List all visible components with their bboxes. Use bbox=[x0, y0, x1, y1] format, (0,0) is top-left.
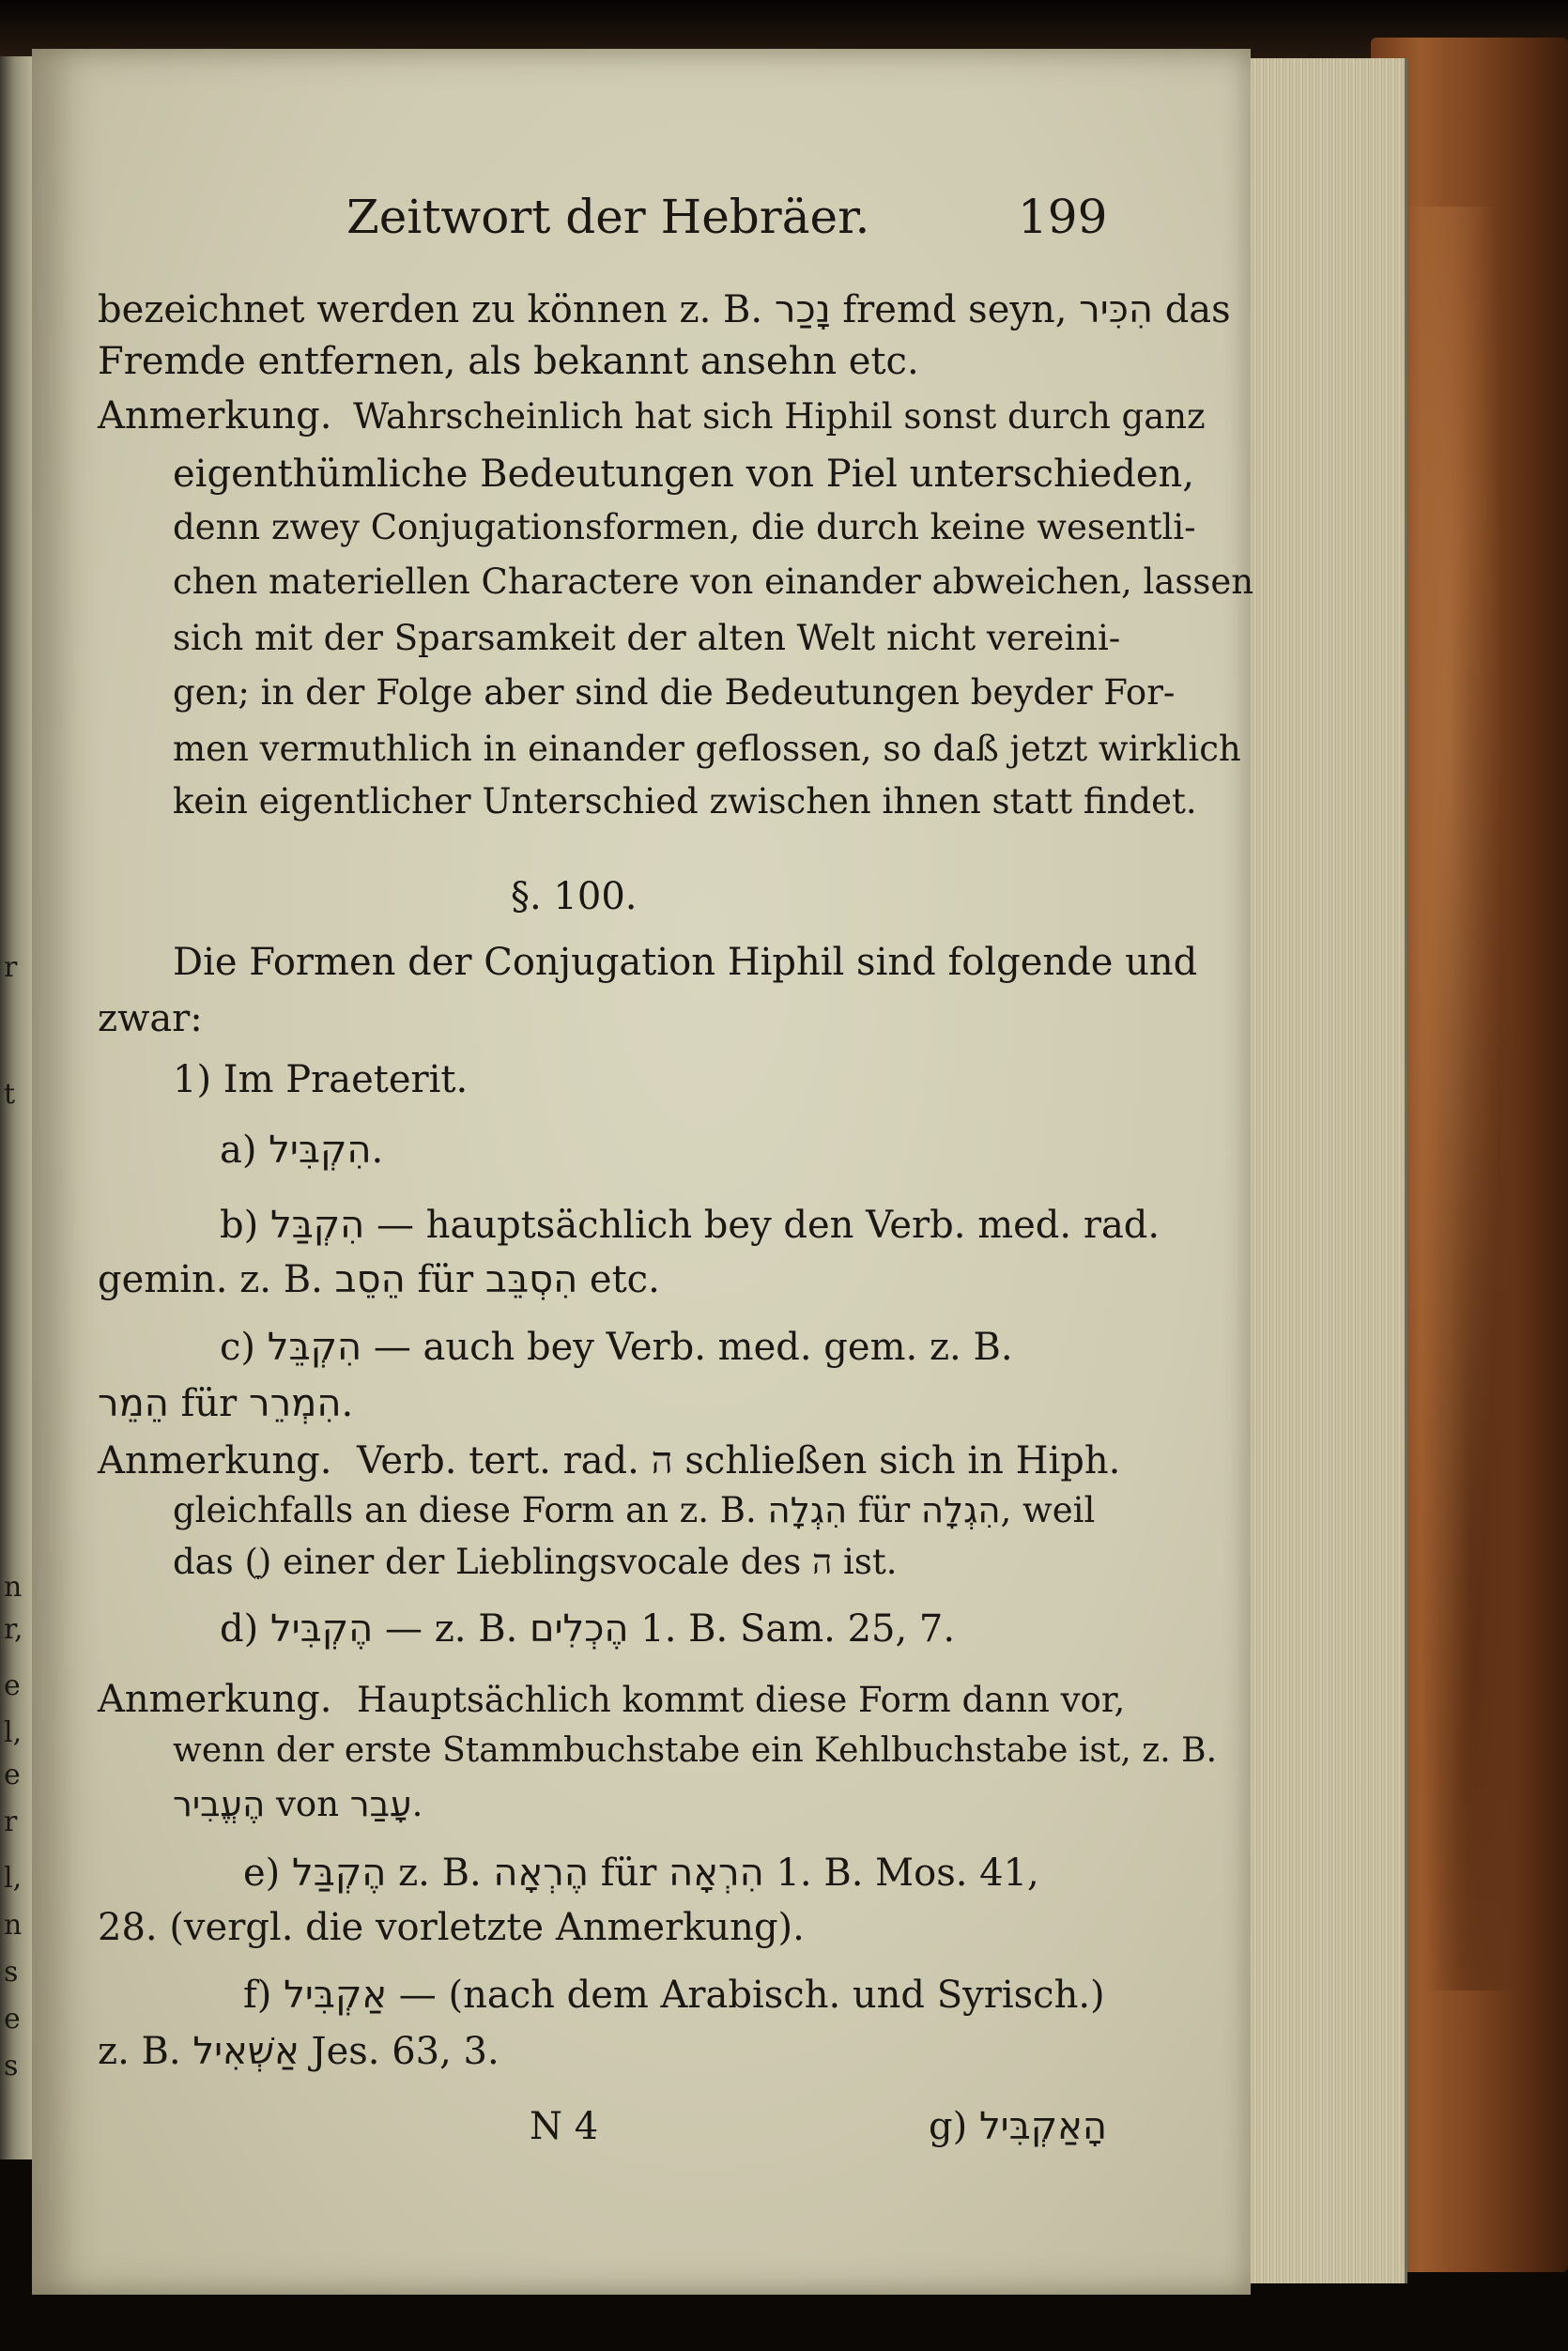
text-line: kein eigentlicher Unterschied zwischen ihnen statt findet. bbox=[173, 781, 1197, 822]
margin-fragment: l, bbox=[4, 1716, 23, 1749]
form-f: f) אַקְבִּיל — (nach dem Arabisch. und Syrisch.) bbox=[243, 1974, 1105, 2017]
form-e: e) הֶקְבַּל z. B. הֶרְאָה für הִרְאָה 1. B. Mos. 41, bbox=[243, 1852, 1039, 1895]
text-line: Anmerkung. Wahrscheinlich hat sich Hiphil sonst durch ganz bbox=[98, 394, 1206, 438]
text-line: sich mit der Sparsamkeit der alten Welt nicht vereini- bbox=[173, 618, 1121, 658]
text-line: Fremde entfernen, als bekannt ansehn etc. bbox=[98, 340, 919, 383]
margin-fragment: s bbox=[4, 2050, 19, 2082]
text-line: z. B. אַשְׁאִיל Jes. 63, 3. bbox=[98, 2030, 500, 2073]
text-line: gemin. z. B. הֵסֵב für הִסְבֵּב etc. bbox=[98, 1258, 660, 1301]
text-line: הֵמֵר für הִמְרֵר. bbox=[98, 1382, 354, 1425]
text-line: denn zwey Conjugationsformen, die durch keine wesentli- bbox=[173, 507, 1196, 547]
text-line: zwar: bbox=[98, 997, 203, 1040]
facing-page-edge bbox=[0, 56, 32, 2159]
page-number: 199 bbox=[1018, 190, 1108, 244]
running-title: Zeitwort der Hebräer. bbox=[346, 190, 870, 244]
text-line: gen; in der Folge aber sind die Bedeutungen beyder For- bbox=[173, 672, 1176, 713]
margin-fragment: n bbox=[4, 1571, 23, 1604]
page-edges bbox=[1237, 58, 1407, 2283]
text-line: הֶעֱבִיר von עָבַר. bbox=[173, 1784, 423, 1824]
note-label: Anmerkung. bbox=[98, 1439, 332, 1483]
form-a: a) הִקְבִּיל. bbox=[220, 1129, 384, 1172]
margin-fragment: r, bbox=[4, 1613, 23, 1646]
margin-fragment: t bbox=[4, 1078, 16, 1111]
text-line: eigenthümliche Bedeutungen von Piel unterschieden, bbox=[173, 453, 1194, 496]
margin-fragment: e bbox=[4, 1759, 21, 1791]
text-line: Die Formen der Conjugation Hiphil sind folgende und bbox=[173, 941, 1198, 984]
text-line: chen materiellen Charactere von einander abweichen, lassen bbox=[173, 561, 1254, 602]
margin-fragment: s bbox=[4, 1956, 19, 1989]
note-label: Anmerkung. bbox=[98, 1678, 332, 1721]
margin-fragment: e bbox=[4, 2003, 21, 2036]
book-page bbox=[32, 49, 1254, 2295]
text-line: wenn der erste Stammbuchstabe ein Kehlbuchstabe ist, z. B. bbox=[173, 1731, 1218, 1770]
text-line: Anmerkung. Hauptsächlich kommt diese Form dann vor, bbox=[98, 1678, 1126, 1721]
catchword: g) הָאַקְבִּיל bbox=[929, 2105, 1107, 2148]
signature-mark: N 4 bbox=[530, 2105, 599, 2148]
margin-fragment: l, bbox=[4, 1862, 23, 1895]
margin-fragment: n bbox=[4, 1909, 23, 1942]
text-line: das (ָ) einer der Lieblingsvocale des ה ist. bbox=[173, 1542, 898, 1582]
text-line: men vermuthlich in einander geflossen, so daß jetzt wirklich bbox=[173, 729, 1241, 769]
text-line: bezeichnet werden zu können z. B. נָכַר fremd seyn, הִכִּיר das bbox=[98, 288, 1231, 331]
margin-fragment: e bbox=[4, 1669, 21, 1702]
margin-fragment: r bbox=[4, 951, 18, 984]
form-c: c) הִקְבֵּל — auch bey Verb. med. gem. z. B. bbox=[220, 1326, 1013, 1369]
margin-fragment: r bbox=[4, 1806, 18, 1838]
form-b: b) הִקְבַּל — hauptsächlich bey den Verb. med. rad. bbox=[220, 1204, 1161, 1247]
text-line: gleichfalls an diese Form an z. B. הִגְלָה für הִגְלָה, weil bbox=[173, 1490, 1096, 1530]
form-d: d) הֶקְבִּיל — z. B. הֶכְלִים 1. B. Sam. 25, 7. bbox=[220, 1607, 956, 1651]
text-line: Anmerkung. Verb. tert. rad. ה schließen sich in Hiph. bbox=[98, 1439, 1121, 1483]
list-item: 1) Im Praeterit. bbox=[173, 1058, 469, 1101]
section-heading: §. 100. bbox=[511, 875, 638, 918]
note-label: Anmerkung. bbox=[98, 394, 332, 438]
text-line: 28. (vergl. die vorletzte Anmerkung). bbox=[98, 1906, 805, 1949]
